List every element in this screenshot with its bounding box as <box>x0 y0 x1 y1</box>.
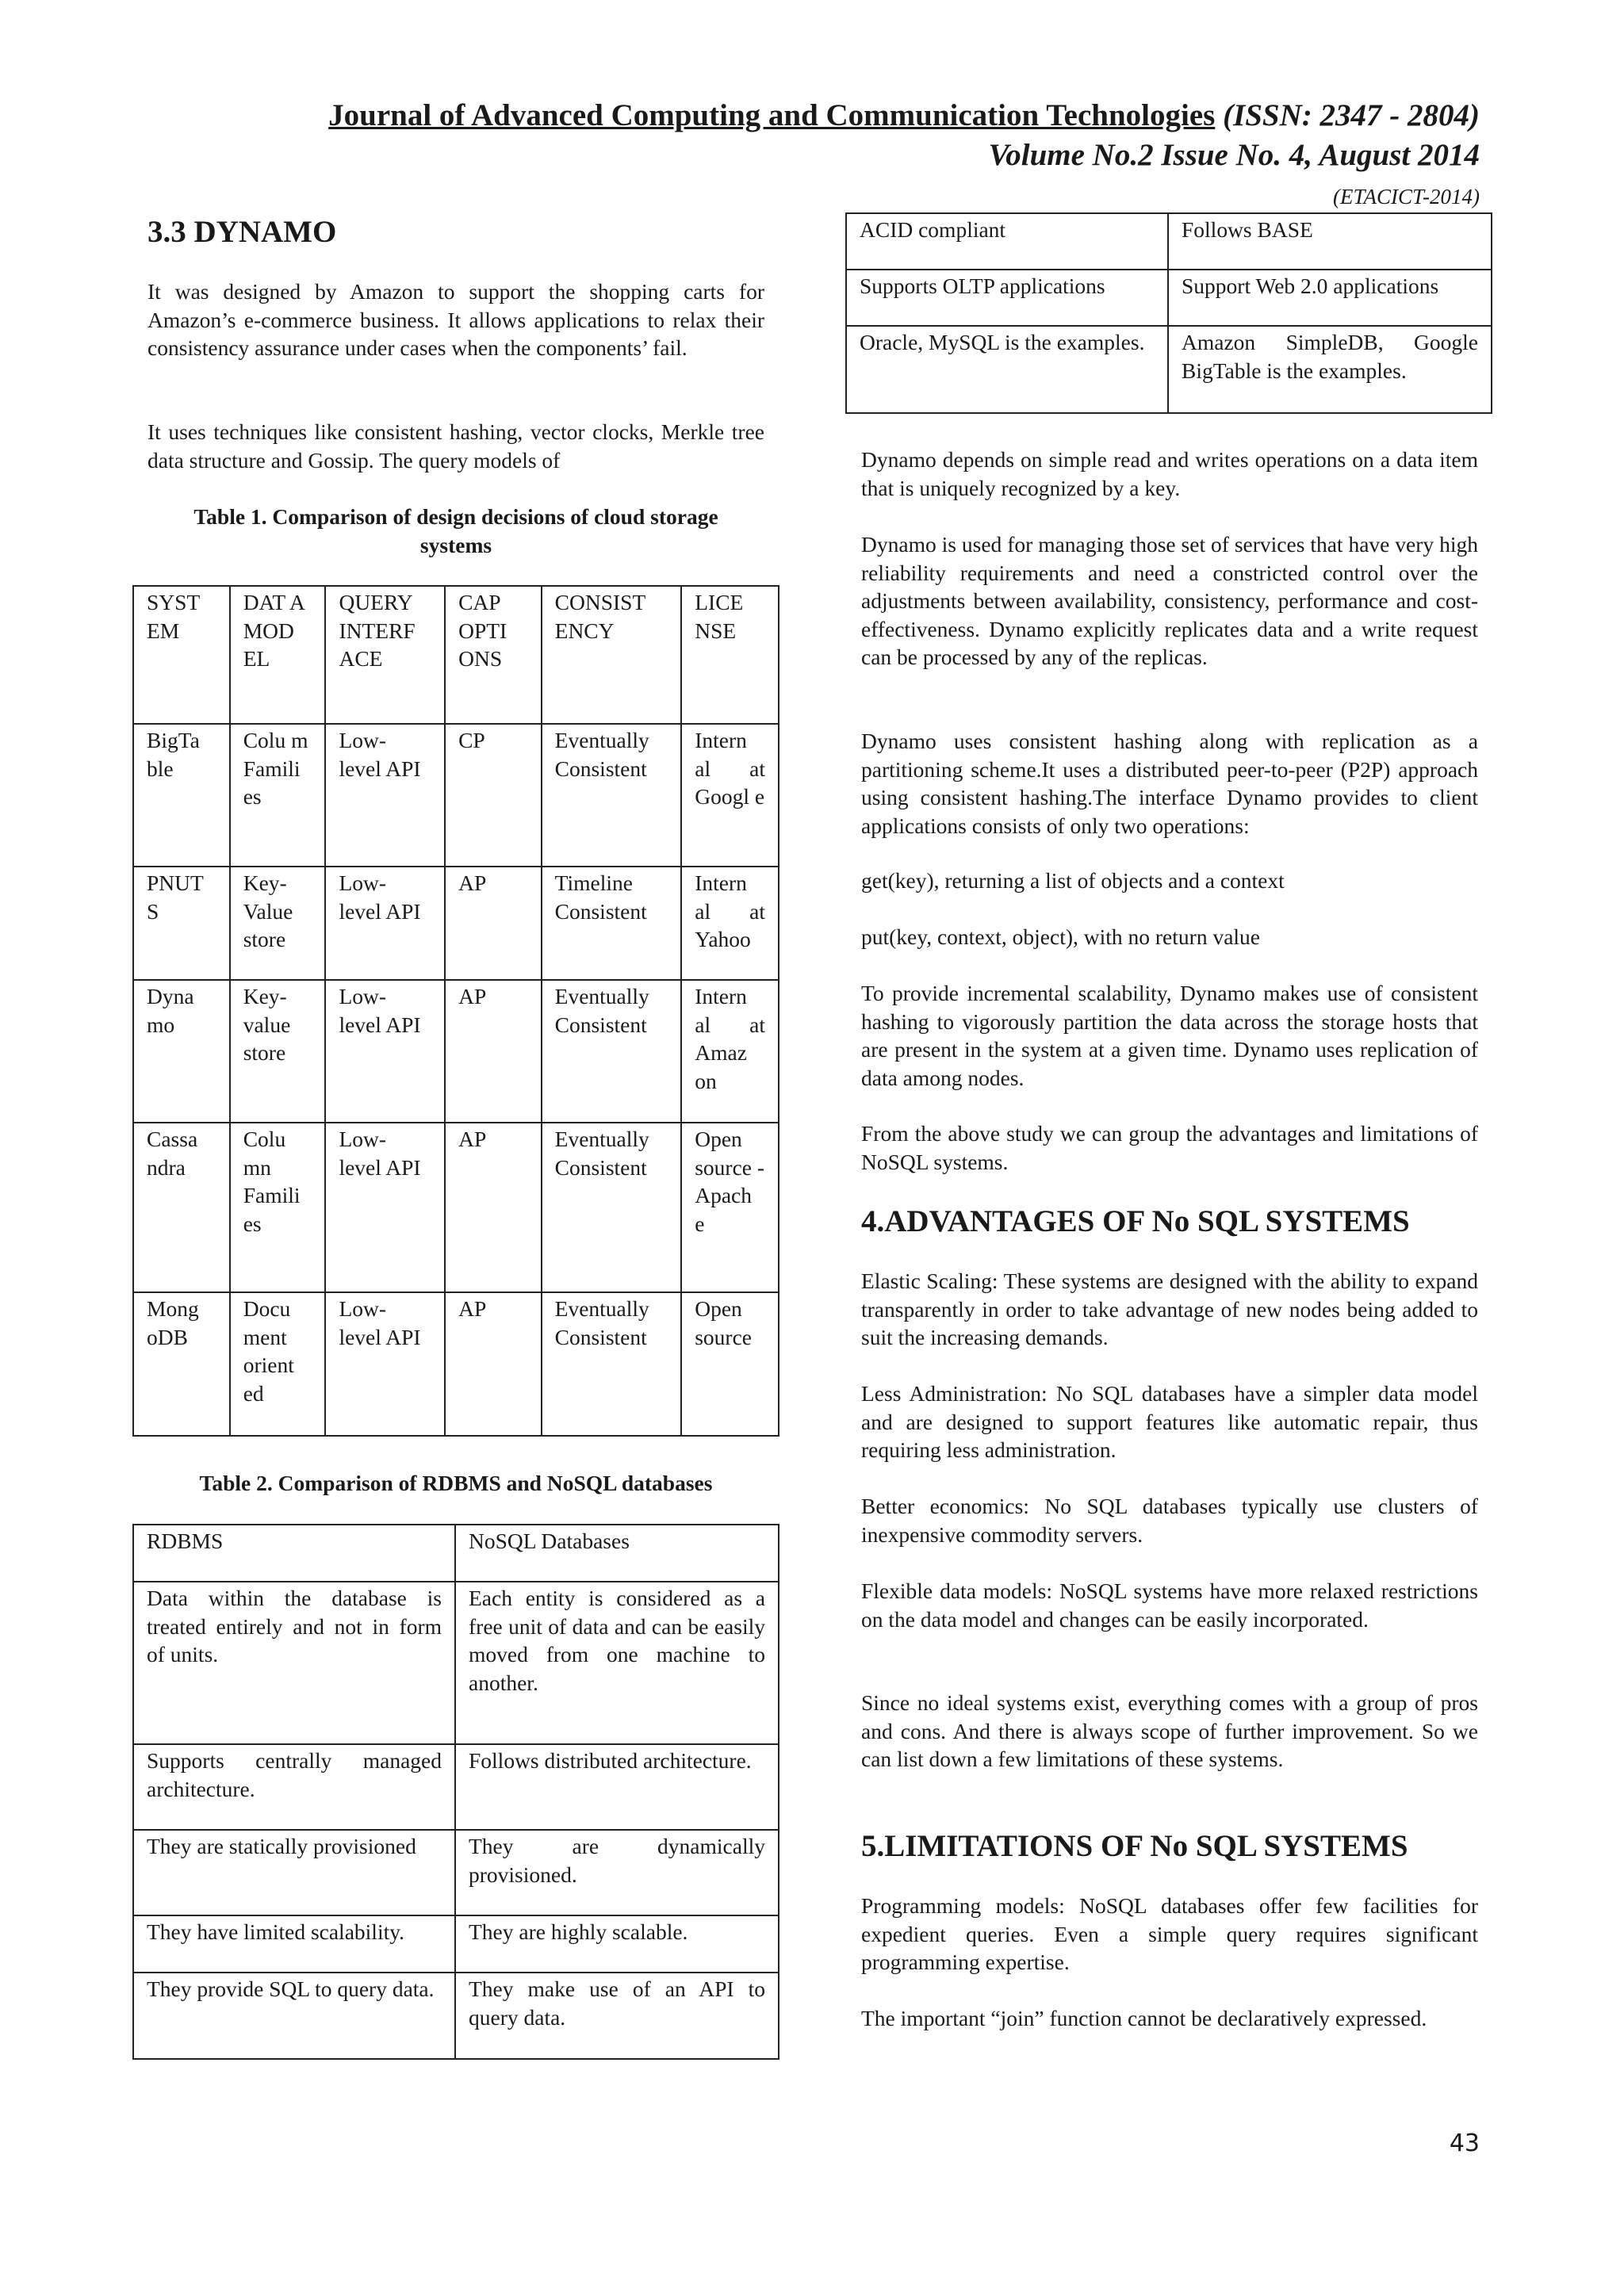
paragraph: Dynamo uses consistent hashing along with replication as a partitioning scheme.It uses a distributed peer-to-peer (P2P) approach using consistent hashing.The interface Dynamo provides to client applications consists of only two operations: <box>861 729 1478 838</box>
table-cell: They are dynamically provisioned. <box>455 1830 779 1915</box>
table1-design-decisions <box>132 585 779 1437</box>
page-number: 43 <box>1449 2130 1480 2157</box>
paragraph: It was designed by Amazon to support the shopping carts for Amazon’s e-commerce business. It allows applications to relax their consistency assurance under cases when the components’ fail. <box>147 279 764 360</box>
table-cell: Data within the database is treated entirely and not in form of units. <box>133 1582 455 1744</box>
table-cell: They have limited scalability. <box>133 1915 455 1973</box>
table-cell: They are statically provisioned <box>133 1830 455 1915</box>
table-cell: Eventually Consistent <box>542 1123 682 1292</box>
table-cell: Mong oDB <box>133 1292 230 1436</box>
table-cell: Key- Value store <box>230 867 326 980</box>
table-cell: Supports centrally managed architecture. <box>133 1744 455 1830</box>
table-cell: Colu m Famili es <box>230 724 326 867</box>
paragraph: Elastic Scaling: These systems are designed with the ability to expand transparently in order to take advantage of new nodes being added to suit the increasing demands. <box>861 1269 1478 1349</box>
table-cell: They are highly scalable. <box>455 1915 779 1973</box>
table-cell: PNUT S <box>133 867 230 980</box>
paragraph: Dynamo depends on simple read and writes operations on a data item that is uniquely recognized by a key. <box>861 447 1478 500</box>
table-cell: Dyna mo <box>133 980 230 1123</box>
table-cell: Low- level API <box>325 980 445 1123</box>
table-cell: Timeline Consistent <box>542 867 682 980</box>
table-cell: Eventually Consistent <box>542 1292 682 1436</box>
paragraph: Flexible data models: NoSQL systems have more relaxed restrictions on the data model and changes can be easily incorporated. <box>861 1578 1478 1632</box>
table-cell: AP <box>445 867 542 980</box>
table-cell: Low- level API <box>325 724 445 867</box>
table-row <box>133 1123 779 1292</box>
paragraph: Programming models: NoSQL databases offer few facilities for expedient queries. Even a simple query requires significant programming expertise. <box>861 1893 1478 1974</box>
journal-name: Journal of Advanced Computing and Communication Technologies <box>328 98 1216 132</box>
table-cell: Cassa ndra <box>133 1123 230 1292</box>
table-cell: Support Web 2.0 applications <box>1168 270 1492 326</box>
table-header-cell: CONSIST ENCY <box>542 586 682 724</box>
journal-issn: (ISSN: 2347 - 2804) <box>1215 98 1480 132</box>
table-cell: They make use of an API to query data. <box>455 1973 779 2059</box>
table-header-cell: CAP OPTI ONS <box>445 586 542 724</box>
table-row <box>846 326 1492 413</box>
table-cell: Intern al at Amaz on <box>681 980 779 1123</box>
table-cell: Intern al at Googl e <box>681 724 779 867</box>
table-cell: Open source <box>681 1292 779 1436</box>
section-title-limitations: 5.LIMITATIONS OF No SQL SYSTEMS <box>861 1829 1408 1863</box>
table-cell: Follows distributed architecture. <box>455 1744 779 1830</box>
table-cell: Supports OLTP applications <box>846 270 1168 326</box>
section-title-dynamo: 3.3 DYNAMO <box>147 215 337 249</box>
table-cell: Eventually Consistent <box>542 980 682 1123</box>
paragraph: To provide incremental scalability, Dynamo makes use of consistent hashing to vigorously partition the data across the storage hosts that are present in the system at a given time. Dynamo uses replication of data among nodes. <box>861 981 1478 1090</box>
table-header-cell: SYST EM <box>133 586 230 724</box>
table-row <box>133 1744 779 1830</box>
table2-continued <box>845 212 1492 414</box>
paragraph: Dynamo is used for managing those set of services that have very high reliability requirements and need a constricted control over the adjustments between availability, consistency, performance and cost-effectiveness. Dynamo explicitly replicates data and a write request can be processed by any of the replicas. <box>861 532 1478 669</box>
table-cell: Eventually Consistent <box>542 724 682 867</box>
table-cell: Each entity is considered as a free unit of data and can be easily moved from one machine to another. <box>455 1582 779 1744</box>
table-cell: CP <box>445 724 542 867</box>
conference-label: (ETACICT-2014) <box>1333 185 1480 209</box>
volume-issue: Volume No.2 Issue No. 4, August 2014 <box>988 138 1480 172</box>
table-header-cell: NoSQL Databases <box>455 1525 779 1582</box>
table-cell: ACID compliant <box>846 213 1168 270</box>
table-cell: Follows BASE <box>1168 213 1492 270</box>
table-cell: AP <box>445 980 542 1123</box>
table-cell: AP <box>445 1123 542 1292</box>
paragraph: It uses techniques like consistent hashing, vector clocks, Merkle tree data structure and Gossip. The query models of <box>147 419 764 473</box>
table-cell: Low- level API <box>325 1292 445 1436</box>
table-cell: Oracle, MySQL is the examples. <box>846 326 1168 413</box>
paragraph: put(key, context, object), with no return value <box>861 924 1260 949</box>
table-cell: Intern al at Yahoo <box>681 867 779 980</box>
table-row <box>133 1973 779 2059</box>
table2-caption: Table 2. Comparison of RDBMS and NoSQL databases <box>199 1471 713 1495</box>
table-cell: Low- level API <box>325 867 445 980</box>
table-cell: Docu ment orient ed <box>230 1292 326 1436</box>
table-header-cell: LICE NSE <box>681 586 779 724</box>
table-cell: Key- value store <box>230 980 326 1123</box>
table-header-row <box>133 586 779 724</box>
paragraph: The important “join” function cannot be declaratively expressed. <box>861 2006 1427 2030</box>
table-cell: BigTa ble <box>133 724 230 867</box>
table-header-cell: RDBMS <box>133 1525 455 1582</box>
table-row <box>133 1582 779 1744</box>
table1-caption: Table 1. Comparison of design decisions of cloud storage systems <box>193 504 718 557</box>
table-row <box>133 867 779 980</box>
table-row <box>133 1915 779 1973</box>
section-title-advantages: 4.ADVANTAGES OF No SQL SYSTEMS <box>861 1204 1410 1238</box>
table-cell: Amazon SimpleDB, Google BigTable is the examples. <box>1168 326 1492 413</box>
paragraph: Better economics: No SQL databases typically use clusters of inexpensive commodity servers. <box>861 1494 1478 1547</box>
journal-header <box>252 97 1480 135</box>
table-row <box>133 1292 779 1436</box>
table-cell: Colu mn Famili es <box>230 1123 326 1292</box>
paragraph: Less Administration: No SQL databases have a simpler data model and are designed to support features like automatic repair, thus requiring less administration. <box>861 1381 1478 1462</box>
paragraph: From the above study we can group the advantages and limitations of NoSQL systems. <box>861 1121 1478 1174</box>
table-header-cell: QUERY INTERF ACE <box>325 586 445 724</box>
table-row <box>133 724 779 867</box>
table-cell: Open source - Apach e <box>681 1123 779 1292</box>
table-row <box>133 980 779 1123</box>
table-header-row <box>133 1525 779 1582</box>
table2-rdbms-vs-nosql <box>132 1524 779 2060</box>
paragraph: get(key), returning a list of objects and a context <box>861 868 1285 893</box>
table-row <box>846 270 1492 326</box>
table-cell: Low- level API <box>325 1123 445 1292</box>
table-header-cell: DAT A MOD EL <box>230 586 326 724</box>
table-row <box>846 213 1492 270</box>
table-row <box>133 1830 779 1915</box>
table-cell: AP <box>445 1292 542 1436</box>
paragraph: Since no ideal systems exist, everything comes with a group of pros and cons. And there is always scope of further improvement. So we can list down a few limitations of these systems. <box>861 1690 1478 1771</box>
table-cell: They provide SQL to query data. <box>133 1973 455 2059</box>
